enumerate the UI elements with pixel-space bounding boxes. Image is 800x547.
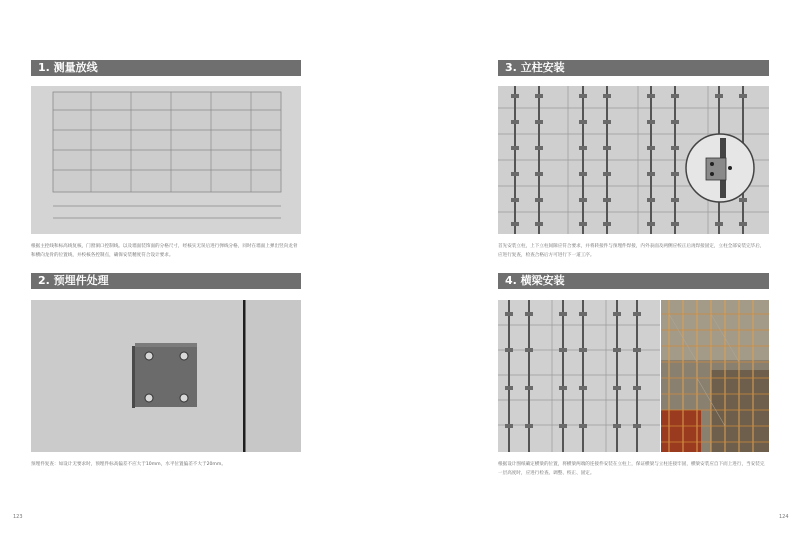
section-title-2: 2. 预埋件处理 bbox=[38, 274, 109, 287]
scaffolding-illustration bbox=[661, 300, 769, 452]
embedded-plate-image bbox=[31, 300, 301, 452]
page-number-right: 124 bbox=[779, 514, 789, 520]
caption-1: 根据主控线和标高线复核，门窗洞口控制线。以及墙面装饰面的分格尺寸，经核实无误后进行弹线分格，同时在墙面上弹出竖向龙骨和横向龙骨的位置线，并校核各控制点，确保安装精度符合设计要求。 bbox=[31, 244, 298, 258]
section-header-4 bbox=[498, 273, 769, 289]
beam-install-render bbox=[498, 300, 660, 452]
section-title-4: 4. 横梁安装 bbox=[505, 274, 565, 287]
caption-2: 预埋件复查：如设计无要求时，预埋件标高偏差不应大于10mm，水平位置偏差不大于20mm。 bbox=[31, 462, 226, 467]
column-install-image bbox=[498, 86, 769, 234]
column-install-illustration bbox=[498, 86, 769, 234]
embedded-plate-illustration bbox=[31, 300, 301, 452]
scaffolding-photo bbox=[661, 300, 769, 452]
beam-install-illustration bbox=[498, 300, 660, 452]
caption-3: 首先安装立柱，上下立柱间隙应符合要求，并将转接件与预埋件焊接，内外表面及两侧应校正后再焊接固定，立柱全部安装完毕后，应进行复查，检查合格后方可进行下一道工序。 bbox=[498, 244, 765, 258]
stone-grid-wall-image bbox=[31, 86, 301, 234]
page-number-left: 123 bbox=[13, 514, 23, 520]
caption-4: 根据设计图纸确定横梁的位置，将横梁两端的连接件安装在立柱上，保证横梁与立柱连接牢固，横梁安装应自下而上进行，当安装完一层高度时，应进行检查、调整、校正、固定。 bbox=[498, 462, 765, 476]
section-header-3 bbox=[498, 60, 769, 76]
section-header-2 bbox=[31, 273, 301, 289]
section-title-1: 1. 测量放线 bbox=[38, 61, 98, 74]
section-title-3: 3. 立柱安装 bbox=[505, 61, 565, 74]
stone-grid-wall-illustration bbox=[31, 86, 301, 234]
section-header-1 bbox=[31, 60, 301, 76]
